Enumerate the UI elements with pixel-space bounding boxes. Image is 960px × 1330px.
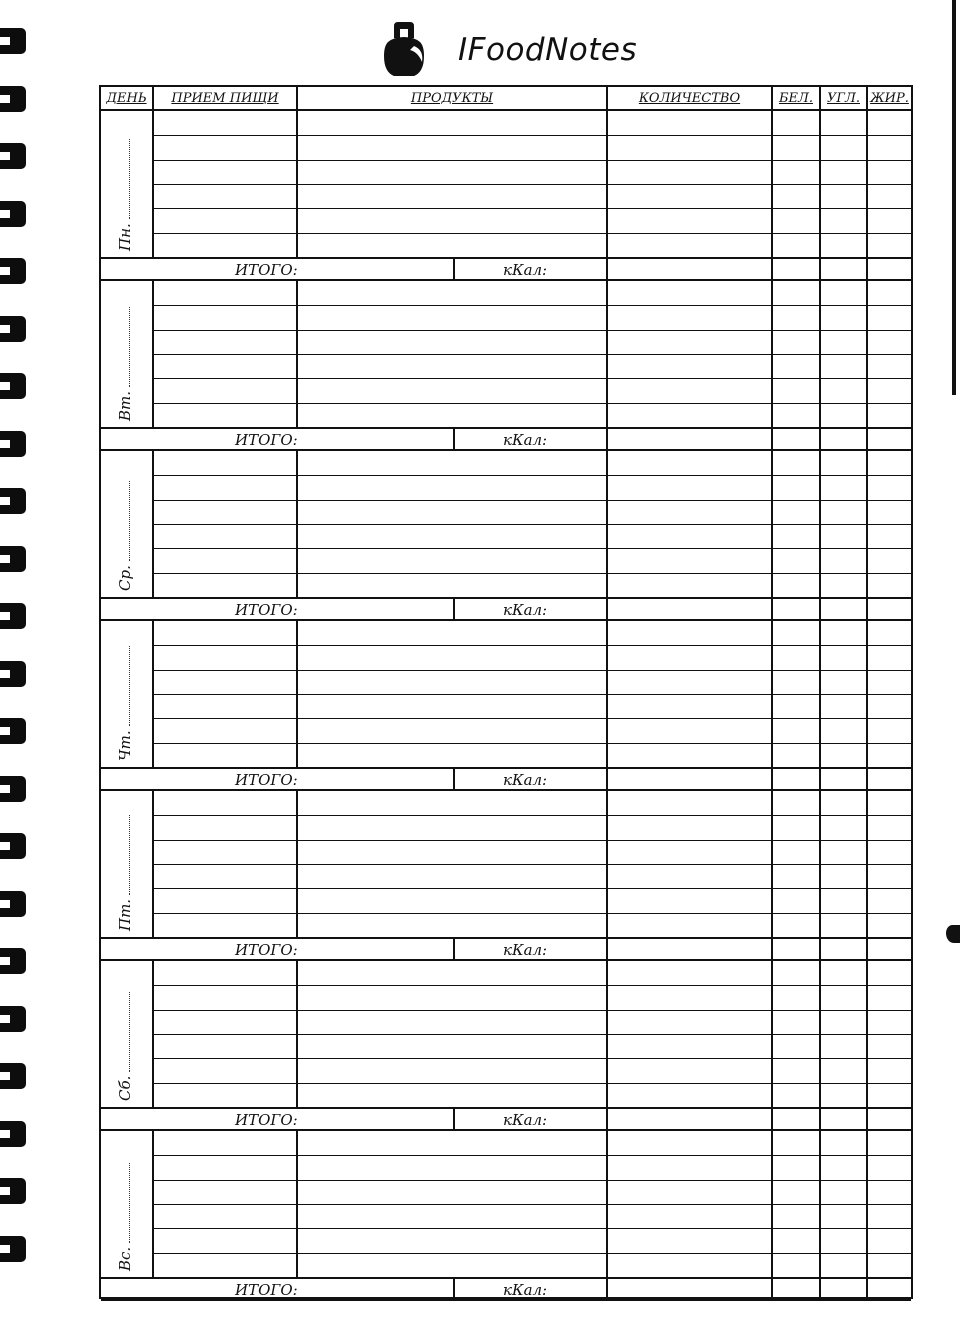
entry-row-line xyxy=(154,985,911,986)
header-meal: ПРИЕМ ПИЩИ xyxy=(154,87,298,109)
total-label: ИТОГО: xyxy=(235,771,298,789)
column-line-carbs xyxy=(819,791,821,961)
header-carbs: УГЛ. xyxy=(821,87,868,109)
total-separator xyxy=(453,259,455,279)
header-protein: БЕЛ. xyxy=(773,87,821,109)
column-line-carbs xyxy=(819,621,821,791)
entry-row-line xyxy=(154,1155,911,1156)
column-line-carbs xyxy=(819,961,821,1131)
kcal-label: кКал: xyxy=(503,1111,548,1129)
entry-row-line xyxy=(154,475,911,476)
day-date-line xyxy=(119,307,130,387)
spiral-ring xyxy=(0,1236,26,1262)
day-column xyxy=(101,111,154,257)
kcal-label: кКал: xyxy=(503,261,548,279)
day-block xyxy=(101,621,911,791)
entry-row-line xyxy=(154,694,911,695)
spiral-ring xyxy=(0,718,26,744)
day-block xyxy=(101,451,911,621)
spiral-ring xyxy=(0,661,26,687)
entry-row-line xyxy=(154,378,911,379)
day-date-line xyxy=(119,481,130,561)
total-label: ИТОГО: xyxy=(235,1281,298,1299)
column-line-products xyxy=(296,1131,298,1277)
page-edge-blot xyxy=(946,925,960,943)
page-edge-mark xyxy=(952,0,956,395)
total-row xyxy=(101,767,911,791)
entry-row-line xyxy=(154,524,911,525)
day-label xyxy=(116,981,134,1101)
day-name: Вс. xyxy=(116,1246,134,1271)
total-label: ИТОГО: xyxy=(235,601,298,619)
total-row xyxy=(101,257,911,281)
kcal-label: кКал: xyxy=(503,431,548,449)
column-line-fat xyxy=(866,111,868,281)
day-date-line xyxy=(119,1163,130,1243)
entry-row-line xyxy=(154,1253,911,1254)
day-name: Сб. xyxy=(116,1075,134,1101)
day-label xyxy=(116,1151,134,1271)
day-block xyxy=(101,281,911,451)
entry-row-line xyxy=(154,573,911,574)
day-date-line xyxy=(119,992,130,1072)
entry-row-line xyxy=(154,184,911,185)
header-products: ПРОДУКТЫ xyxy=(298,87,608,109)
entry-row-line xyxy=(154,913,911,914)
total-row xyxy=(101,937,911,961)
entry-row-line xyxy=(154,1010,911,1011)
spiral-ring xyxy=(0,1121,26,1147)
day-name: Вт. xyxy=(116,390,134,421)
spiral-ring xyxy=(0,1178,26,1204)
entry-row-line xyxy=(154,645,911,646)
spiral-ring xyxy=(0,488,26,514)
kettlebell-icon xyxy=(380,22,428,78)
column-line-fat xyxy=(866,621,868,791)
entry-row-line xyxy=(154,1228,911,1229)
total-label: ИТОГО: xyxy=(235,941,298,959)
day-date-line xyxy=(119,139,130,219)
total-separator xyxy=(453,939,455,959)
entry-row-line xyxy=(154,864,911,865)
spiral-ring xyxy=(0,1006,26,1032)
day-label xyxy=(116,301,134,421)
day-column xyxy=(101,451,154,597)
column-line-fat xyxy=(866,451,868,621)
total-row xyxy=(101,1277,911,1301)
entry-row-line xyxy=(154,840,911,841)
table-header-row xyxy=(101,87,911,111)
total-row xyxy=(101,427,911,451)
total-separator xyxy=(453,599,455,619)
day-column xyxy=(101,791,154,937)
column-line-protein xyxy=(771,961,773,1131)
column-line-quantity xyxy=(606,621,608,791)
spiral-ring xyxy=(0,316,26,342)
column-line-quantity xyxy=(606,961,608,1131)
column-line-fat xyxy=(866,1131,868,1301)
app-title: IFoodNotes xyxy=(458,32,638,68)
entry-row-line xyxy=(154,1034,911,1035)
spiral-ring xyxy=(0,891,26,917)
column-line-quantity xyxy=(606,281,608,451)
day-block xyxy=(101,1131,911,1301)
column-line-carbs xyxy=(819,451,821,621)
day-label xyxy=(116,131,134,251)
spiral-binding xyxy=(0,0,34,1330)
day-name: Чт. xyxy=(116,730,134,761)
column-line-quantity xyxy=(606,791,608,961)
column-line-products xyxy=(296,791,298,937)
entry-row-line xyxy=(154,135,911,136)
spiral-ring xyxy=(0,833,26,859)
day-block xyxy=(101,961,911,1131)
spiral-ring xyxy=(0,948,26,974)
total-label: ИТОГО: xyxy=(235,431,298,449)
entry-row-line xyxy=(154,1083,911,1084)
entry-row-line xyxy=(154,233,911,234)
entry-row-line xyxy=(154,330,911,331)
spiral-ring xyxy=(0,86,26,112)
food-log-table xyxy=(99,85,913,1299)
column-line-quantity xyxy=(606,1131,608,1301)
header-fat: ЖИР. xyxy=(870,90,909,106)
entry-row-line xyxy=(154,1058,911,1059)
column-line-protein xyxy=(771,621,773,791)
total-row xyxy=(101,1107,911,1131)
header-quantity: КОЛИЧЕСТВО xyxy=(608,87,773,109)
column-line-protein xyxy=(771,451,773,621)
column-line-fat xyxy=(866,791,868,961)
spiral-ring xyxy=(0,258,26,284)
kcal-label: кКал: xyxy=(503,601,548,619)
total-label: ИТОГО: xyxy=(235,1111,298,1129)
spiral-ring xyxy=(0,201,26,227)
column-line-products xyxy=(296,451,298,597)
column-line-products xyxy=(296,281,298,427)
column-line-carbs xyxy=(819,111,821,281)
entry-row-line xyxy=(154,354,911,355)
entry-row-line xyxy=(154,888,911,889)
day-block xyxy=(101,111,911,281)
entry-row-line xyxy=(154,670,911,671)
column-line-fat xyxy=(866,961,868,1131)
total-row xyxy=(101,597,911,621)
column-line-products xyxy=(296,111,298,257)
spiral-ring xyxy=(0,776,26,802)
column-line-protein xyxy=(771,111,773,281)
column-line-protein xyxy=(771,281,773,451)
entry-row-line xyxy=(154,403,911,404)
spiral-ring xyxy=(0,373,26,399)
column-line-protein xyxy=(771,791,773,961)
entry-row-line xyxy=(154,815,911,816)
day-column xyxy=(101,961,154,1107)
day-date-line xyxy=(119,815,130,895)
column-line-quantity xyxy=(606,111,608,281)
day-column xyxy=(101,1131,154,1277)
column-line-protein xyxy=(771,1131,773,1301)
entry-row-line xyxy=(154,718,911,719)
day-column xyxy=(101,281,154,427)
day-name: Ср. xyxy=(116,565,134,591)
day-column xyxy=(101,621,154,767)
day-label xyxy=(116,471,134,591)
header-day: ДЕНЬ xyxy=(101,87,154,109)
entry-row-line xyxy=(154,743,911,744)
column-line-products xyxy=(296,621,298,767)
kcal-label: кКал: xyxy=(503,1281,548,1299)
day-name: Пт. xyxy=(116,898,134,931)
total-separator xyxy=(453,769,455,789)
entry-row-line xyxy=(154,305,911,306)
spiral-ring xyxy=(0,431,26,457)
entry-row-line xyxy=(154,208,911,209)
spiral-ring xyxy=(0,143,26,169)
entry-row-line xyxy=(154,160,911,161)
column-line-fat xyxy=(866,281,868,451)
entry-row-line xyxy=(154,1180,911,1181)
page-header xyxy=(380,20,637,80)
day-name: Пн. xyxy=(116,223,134,251)
day-block xyxy=(101,791,911,961)
column-line-carbs xyxy=(819,1131,821,1301)
column-line-quantity xyxy=(606,451,608,621)
column-line-products xyxy=(296,961,298,1107)
day-label xyxy=(116,811,134,931)
day-label xyxy=(116,641,134,761)
spiral-ring xyxy=(0,28,26,54)
total-separator xyxy=(453,1279,455,1299)
kcal-label: кКал: xyxy=(503,941,548,959)
spiral-ring xyxy=(0,546,26,572)
total-separator xyxy=(453,429,455,449)
total-separator xyxy=(453,1109,455,1129)
entry-row-line xyxy=(154,548,911,549)
spiral-ring xyxy=(0,1063,26,1089)
spiral-ring xyxy=(0,603,26,629)
entry-row-line xyxy=(154,1204,911,1205)
kcal-label: кКал: xyxy=(503,771,548,789)
total-label: ИТОГО: xyxy=(235,261,298,279)
day-date-line xyxy=(119,646,130,726)
entry-row-line xyxy=(154,500,911,501)
column-line-carbs xyxy=(819,281,821,451)
